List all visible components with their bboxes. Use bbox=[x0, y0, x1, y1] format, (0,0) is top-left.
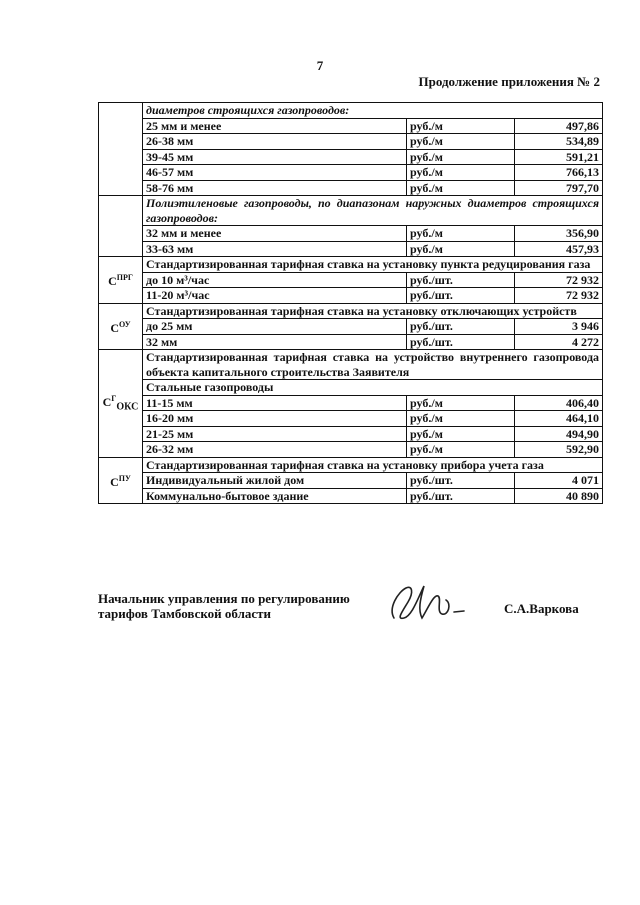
table-row bbox=[99, 350, 603, 380]
code-cell-prg: $С^{ПРГ}$ bbox=[99, 257, 143, 304]
size-cell: 32 мм и менее bbox=[143, 226, 407, 242]
table-row bbox=[99, 334, 603, 350]
page-number: 7 bbox=[316, 58, 324, 73]
unit-cell: руб./м bbox=[407, 411, 515, 427]
table-row bbox=[99, 226, 603, 242]
size-cell: 26-32 мм bbox=[143, 442, 407, 458]
unit-cell: руб./м bbox=[407, 442, 515, 458]
unit-cell: руб./шт. bbox=[407, 288, 515, 304]
size-cell: 11-20 м³/час bbox=[143, 288, 407, 304]
table-row bbox=[99, 457, 603, 473]
value-cell: 797,70 bbox=[515, 180, 603, 196]
size-cell: 16-20 мм bbox=[143, 411, 407, 427]
table-row bbox=[99, 134, 603, 150]
value-cell: 464,10 bbox=[515, 411, 603, 427]
section-description: Стандартизированная тарифная ставка на устройство внутреннего газопровода объекта капитального строительства Заявителя bbox=[143, 350, 603, 380]
unit-cell: руб./м bbox=[407, 118, 515, 134]
signatory-title-line: тарифов Тамбовской области bbox=[98, 606, 272, 621]
table-row bbox=[99, 149, 603, 165]
table-row bbox=[99, 442, 603, 458]
table-row bbox=[99, 426, 603, 442]
tariff-table bbox=[98, 102, 603, 504]
unit-cell: руб./шт. bbox=[407, 272, 515, 288]
table-row bbox=[99, 303, 603, 319]
value-cell: 766,13 bbox=[515, 165, 603, 181]
value-cell: 4 272 bbox=[515, 334, 603, 350]
table-row bbox=[99, 196, 603, 226]
unit-cell: руб./шт. bbox=[407, 319, 515, 335]
table-row bbox=[99, 411, 603, 427]
size-cell: 32 мм bbox=[143, 334, 407, 350]
section-header: Полиэтиленовые газопроводы, по диапазонам наружных диаметров строящихся газопроводов: bbox=[143, 196, 603, 226]
section-description: Стандартизированная тарифная ставка на установку пункта редуцирования газа bbox=[143, 257, 603, 273]
unit-cell: руб./м bbox=[407, 134, 515, 150]
table-row bbox=[99, 257, 603, 273]
table-row bbox=[99, 488, 603, 504]
size-cell: до 10 м³/час bbox=[143, 272, 407, 288]
table-row bbox=[99, 180, 603, 196]
value-cell: 72 932 bbox=[515, 272, 603, 288]
unit-cell: руб./шт. bbox=[407, 334, 515, 350]
table-row bbox=[99, 165, 603, 181]
code-cell-empty bbox=[99, 196, 143, 257]
code-cell-pu: $С^{ПУ}$ bbox=[99, 457, 143, 504]
table-row bbox=[99, 395, 603, 411]
section-subheader: Стальные газопроводы bbox=[143, 380, 603, 396]
signatory-title-line: Начальник управления по регулированию bbox=[98, 591, 350, 606]
table-row bbox=[99, 103, 603, 119]
value-cell: 457,93 bbox=[515, 241, 603, 257]
section-description: Стандартизированная тарифная ставка на установку отключающих устройств bbox=[143, 303, 603, 319]
value-cell: 497,86 bbox=[515, 118, 603, 134]
table-row bbox=[99, 319, 603, 335]
value-cell: 3 946 bbox=[515, 319, 603, 335]
size-cell: Коммунально-бытовое здание bbox=[143, 488, 407, 504]
code-cell-ou: $С^{ОУ}$ bbox=[99, 303, 143, 350]
signatory-title bbox=[98, 591, 350, 621]
value-cell: 494,90 bbox=[515, 426, 603, 442]
unit-cell: руб./м bbox=[407, 241, 515, 257]
size-cell: 26-38 мм bbox=[143, 134, 407, 150]
section-description: Стандартизированная тарифная ставка на установку прибора учета газа bbox=[143, 457, 603, 473]
table-row bbox=[99, 241, 603, 257]
value-cell: 406,40 bbox=[515, 395, 603, 411]
unit-cell: руб./шт. bbox=[407, 473, 515, 489]
table-row bbox=[99, 272, 603, 288]
value-cell: 356,90 bbox=[515, 226, 603, 242]
value-cell: 72 932 bbox=[515, 288, 603, 304]
size-cell: 39-45 мм bbox=[143, 149, 407, 165]
size-cell: до 25 мм bbox=[143, 319, 407, 335]
value-cell: 4 071 bbox=[515, 473, 603, 489]
size-cell: 11-15 мм bbox=[143, 395, 407, 411]
size-cell: 21-25 мм bbox=[143, 426, 407, 442]
unit-cell: руб./м bbox=[407, 180, 515, 196]
value-cell: 40 890 bbox=[515, 488, 603, 504]
size-cell: 25 мм и менее bbox=[143, 118, 407, 134]
unit-cell: руб./шт. bbox=[407, 488, 515, 504]
appendix-label: Продолжение приложения № 2 bbox=[418, 74, 600, 89]
unit-cell: руб./м bbox=[407, 395, 515, 411]
size-cell: 58-76 мм bbox=[143, 180, 407, 196]
unit-cell: руб./м bbox=[407, 165, 515, 181]
table-row bbox=[99, 473, 603, 489]
code-cell-oks: $С^Г_{ОКС}$ bbox=[99, 350, 143, 458]
size-cell: 46-57 мм bbox=[143, 165, 407, 181]
signatory-name: С.А.Варкова bbox=[504, 601, 579, 616]
unit-cell: руб./м bbox=[407, 149, 515, 165]
unit-cell: руб./м bbox=[407, 426, 515, 442]
table-row bbox=[99, 288, 603, 304]
unit-cell: руб./м bbox=[407, 226, 515, 242]
section-header: диаметров строящихся газопроводов: bbox=[143, 103, 603, 119]
value-cell: 534,89 bbox=[515, 134, 603, 150]
table-row bbox=[99, 118, 603, 134]
size-cell: Индивидуальный жилой дом bbox=[143, 473, 407, 489]
value-cell: 592,90 bbox=[515, 442, 603, 458]
handwritten-signature bbox=[384, 578, 474, 628]
code-cell-empty bbox=[99, 103, 143, 196]
value-cell: 591,21 bbox=[515, 149, 603, 165]
size-cell: 33-63 мм bbox=[143, 241, 407, 257]
table-row bbox=[99, 380, 603, 396]
